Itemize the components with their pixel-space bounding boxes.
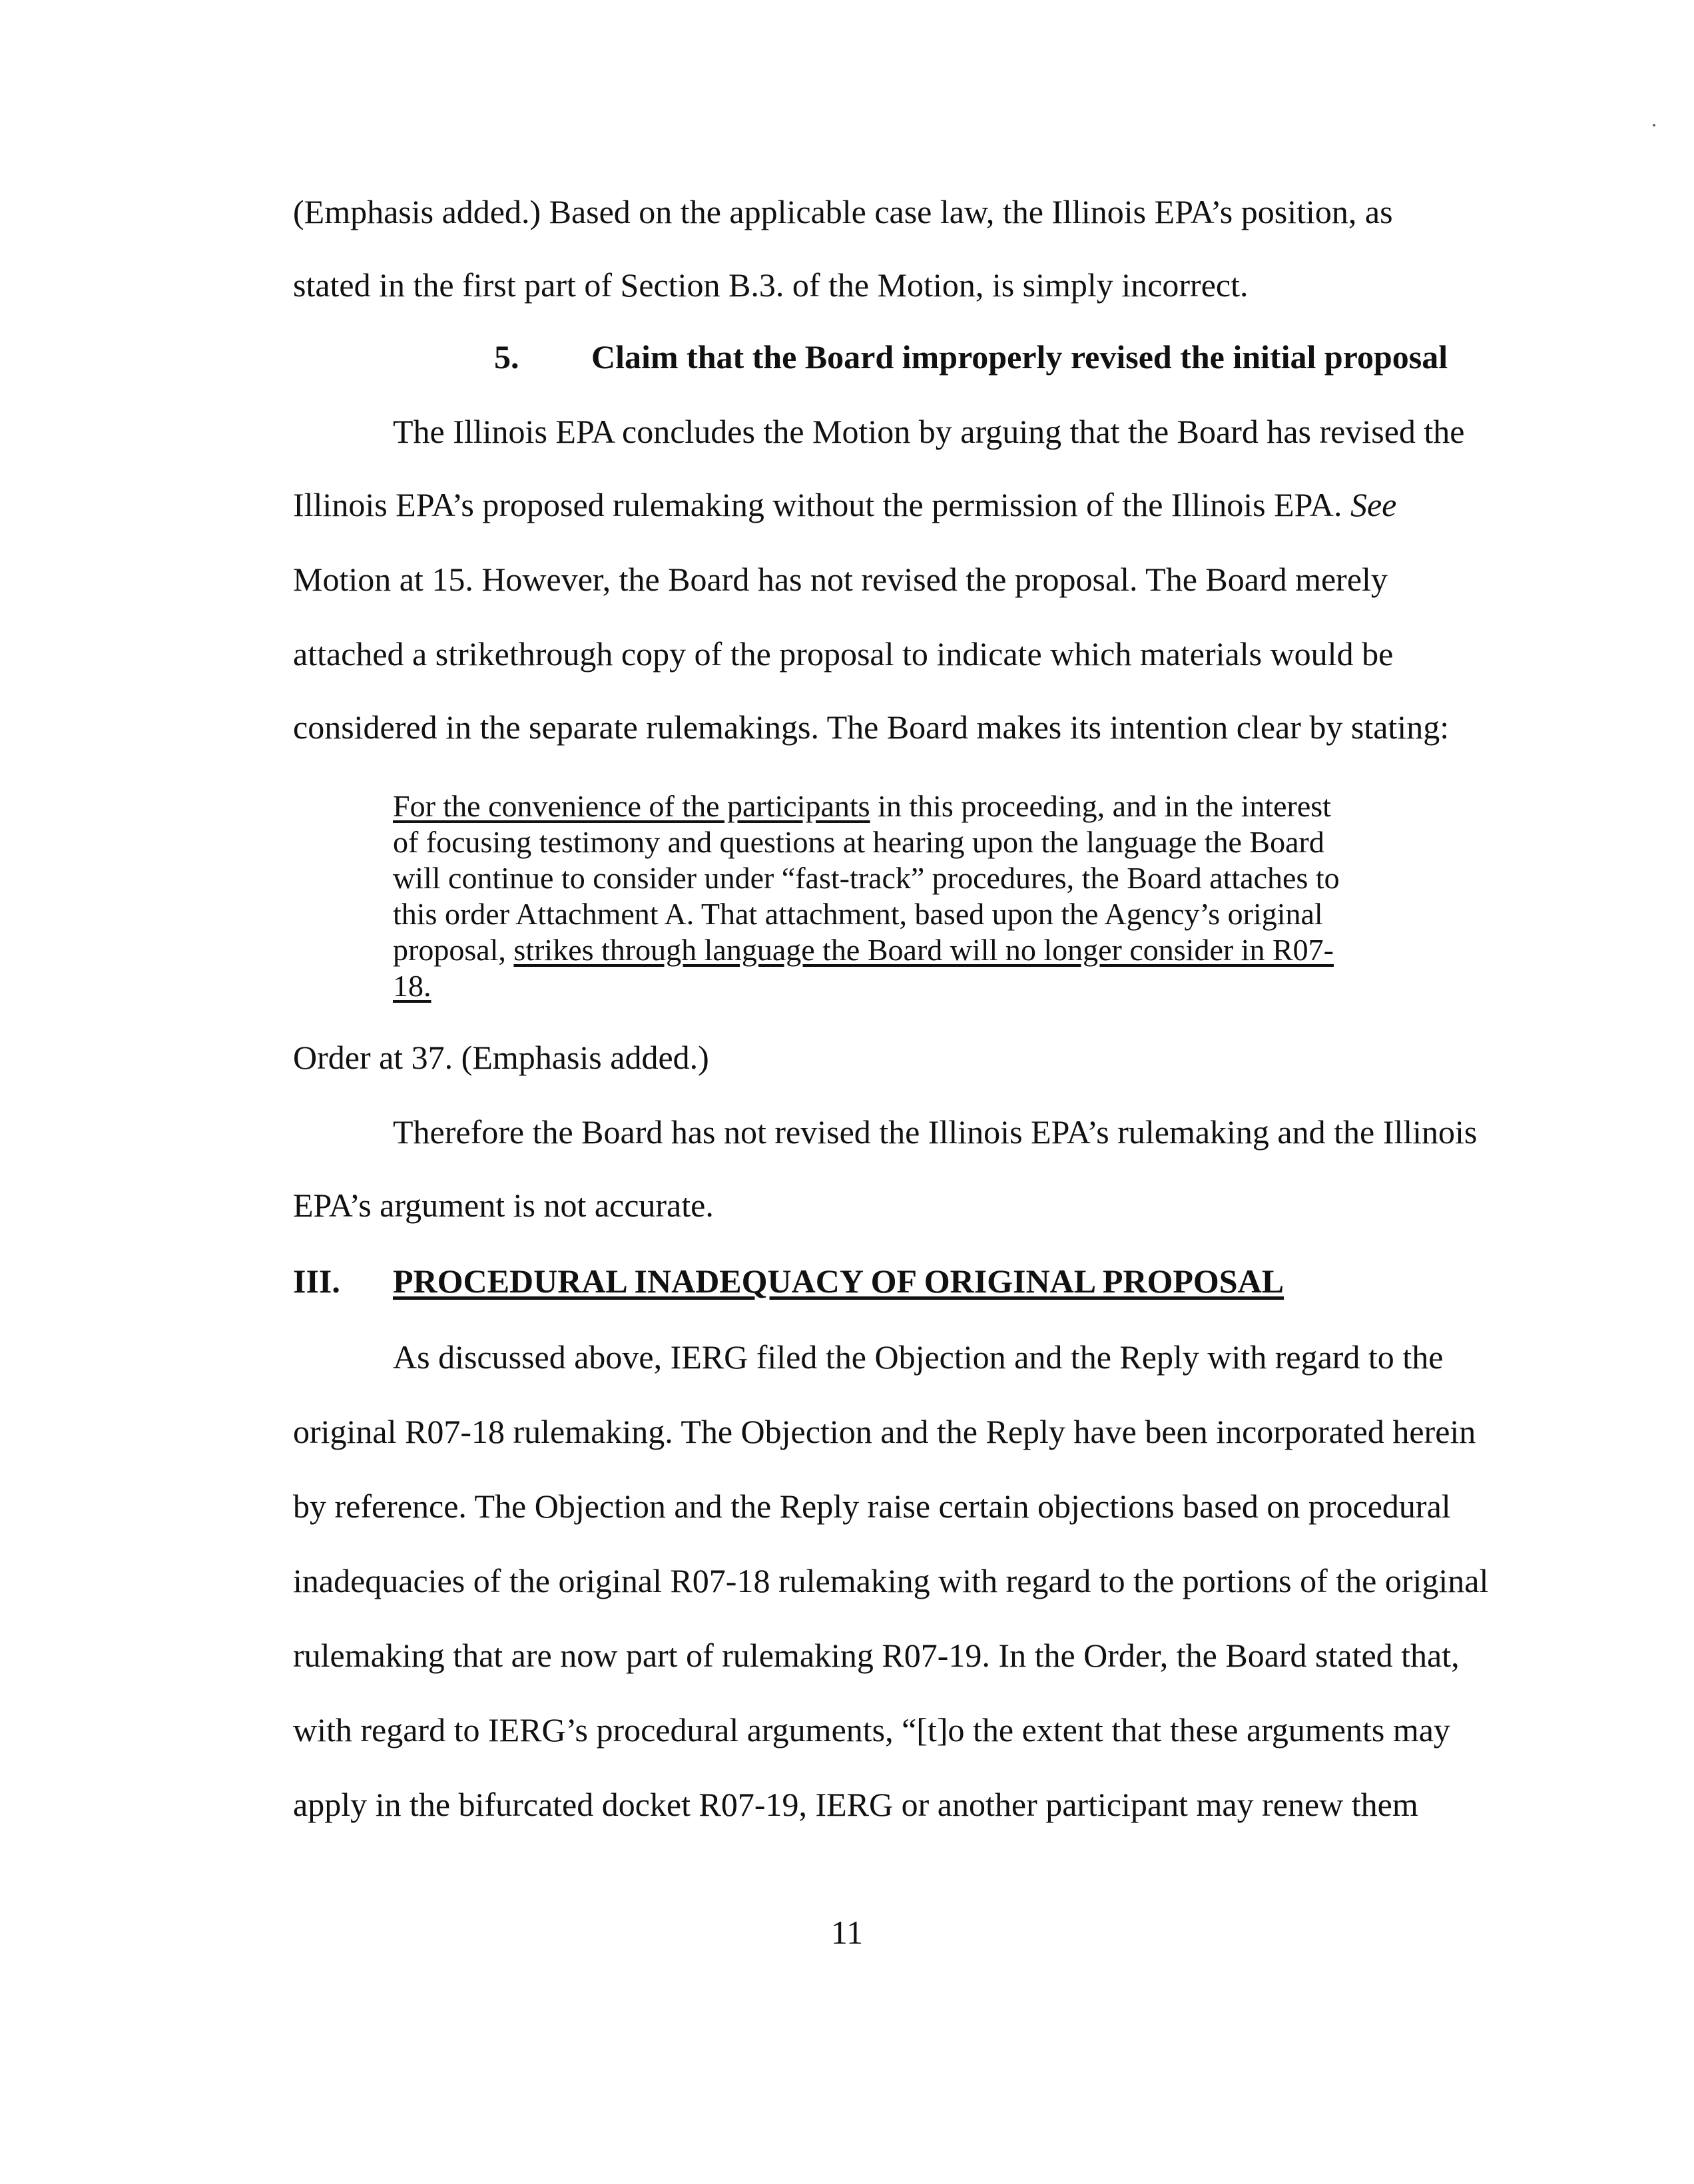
quote-line-1-rest: in this proceeding, and in the interest <box>870 789 1331 823</box>
scan-speck <box>1653 124 1655 127</box>
quote-line-3: will continue to consider under “fast-track” procedures, the Board attaches to <box>393 861 1340 895</box>
paragraph-2-line-2 <box>293 485 1396 525</box>
paragraph-2-line-4: attached a strikethrough copy of the proposal to indicate which materials would be <box>293 635 1394 673</box>
paragraph-4-line-3: by reference. The Objection and the Reply raise certain objections based on procedural <box>293 1488 1451 1525</box>
section-3-title: PROCEDURAL INADEQUACY OF ORIGINAL PROPOSAL <box>393 1262 1284 1300</box>
paragraph-4-line-5: rulemaking that are now part of rulemaking R07-19. In the Order, the Board stated that, <box>293 1637 1460 1674</box>
paragraph-3-line-1: Therefore the Board has not revised the Illinois EPA’s rulemaking and the Illinois <box>393 1113 1478 1151</box>
paragraph-4-line-4: inadequacies of the original R07-18 rulemaking with regard to the portions of the original <box>293 1562 1489 1599</box>
quote-line-1 <box>393 788 1331 824</box>
quote-line-6 <box>393 968 431 1004</box>
paragraph-2-line-5: considered in the separate rulemakings. The Board makes its intention clear by stating: <box>293 708 1450 746</box>
section-3-number: III. <box>293 1262 340 1300</box>
section-5-title: Claim that the Board improperly revised the initial proposal <box>591 338 1448 376</box>
paragraph-2-line-1: The Illinois EPA concludes the Motion by arguing that the Board has revised the <box>393 413 1465 450</box>
citation-line: Order at 37. (Emphasis added.) <box>293 1039 709 1076</box>
paragraph-3-line-2: EPA’s argument is not accurate. <box>293 1187 714 1224</box>
quote-line-4: this order Attachment A. That attachment, based upon the Agency’s original <box>393 897 1323 931</box>
paragraph-4-line-7: apply in the bifurcated docket R07-19, IERG or another participant may renew them <box>293 1786 1418 1823</box>
paragraph-4-line-1: As discussed above, IERG filed the Objection and the Reply with regard to the <box>393 1338 1444 1376</box>
paragraph-4-line-6: with regard to IERG’s procedural arguments, “[t]o the extent that these arguments may <box>293 1711 1450 1749</box>
quote-emphasis-1: For the convenience of the participants <box>393 789 870 823</box>
paragraph-1-line-2: stated in the first part of Section B.3. of the Motion, is simply incorrect. <box>293 266 1249 304</box>
page-number: 11 <box>830 1914 864 1951</box>
quote-emphasis-2: strikes through language the Board will no longer consider in R07- <box>513 933 1334 967</box>
quote-line-2: of focusing testimony and questions at hearing upon the language the Board <box>393 825 1324 859</box>
paragraph-1-line-1: (Emphasis added.) Based on the applicable case law, the Illinois EPA’s position, as <box>293 193 1393 230</box>
quote-line-5-start: proposal, <box>393 933 514 967</box>
quote-emphasis-3: 18. <box>393 969 431 1003</box>
quote-line-5 <box>393 932 1334 968</box>
section-5-number: 5. <box>494 338 519 376</box>
paragraph-2-line-3: Motion at 15. However, the Board has not revised the proposal. The Board merely <box>293 561 1388 598</box>
see-signal: See <box>1350 486 1397 523</box>
paragraph-2-line-2-text: Illinois EPA’s proposed rulemaking without the permission of the Illinois EPA. <box>293 486 1350 523</box>
paragraph-4-line-2: original R07-18 rulemaking. The Objection and the Reply have been incorporated herein <box>293 1413 1476 1450</box>
